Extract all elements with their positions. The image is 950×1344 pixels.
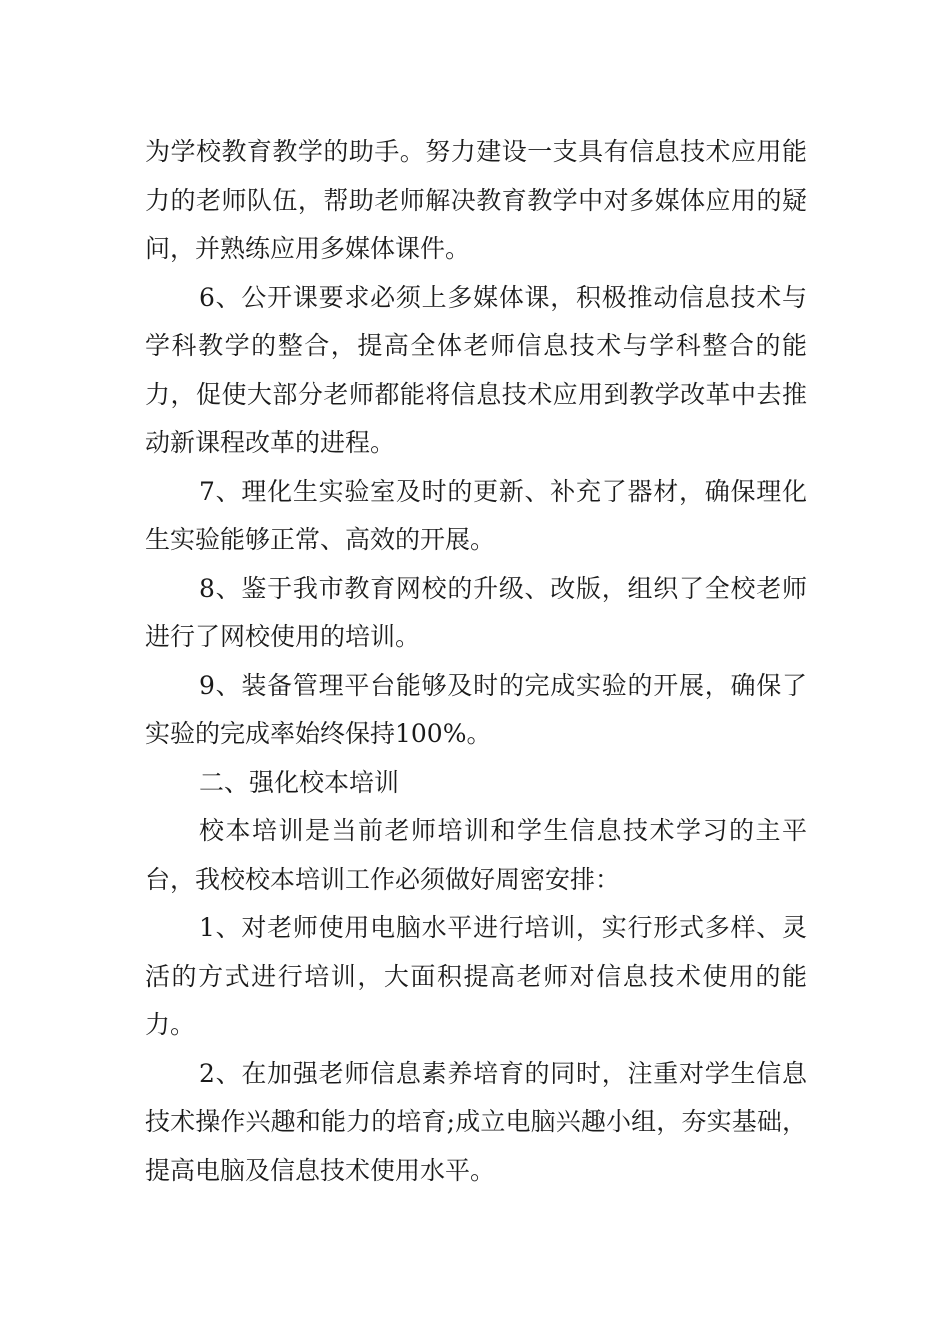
paragraph-continued: 为学校教育教学的助手。努力建设一支具有信息技术应用能力的老师队伍，帮助老师解决教育教学中对多媒体应用的疑问，并熟练应用多媒体课件。 [145, 137, 807, 263]
paragraph-training-2: 2、在加强老师信息素养培育的同时，注重对学生信息技术操作兴趣和能力的培育;成立电脑兴趣小组，夯实基础，提高电脑及信息技术使用水平。 [145, 1058, 807, 1185]
paragraph-item-6: 6、公开课要求必须上多媒体课，积极推动信息技术与学科教学的整合，提高全体老师信息技术与学科整合的能力，促使大部分老师都能将信息技术应用到教学改革中去推动新课程改革的进程。 [145, 282, 807, 457]
section-heading: 二、强化校本培训 [199, 767, 400, 797]
document-body [145, 128, 807, 1195]
paragraph-item-9: 9、装备管理平台能够及时的完成实验的开展，确保了实验的完成率始终保持100%。 [145, 670, 807, 748]
paragraph-item-7: 7、理化生实验室及时的更新、补充了器材，确保理化生实验能够正常、高效的开展。 [145, 476, 807, 554]
paragraph-item-8: 8、鉴于我市教育网校的升级、改版，组织了全校老师进行了网校使用的培训。 [145, 573, 807, 651]
paragraph-intro: 校本培训是当前老师培训和学生信息技术学习的主平台，我校校本培训工作必须做好周密安排： [145, 816, 807, 894]
paragraph-training-1: 1、对老师使用电脑水平进行培训，实行形式多样、灵活的方式进行培训，大面积提高老师对信息技术使用的能力。 [145, 913, 807, 1039]
